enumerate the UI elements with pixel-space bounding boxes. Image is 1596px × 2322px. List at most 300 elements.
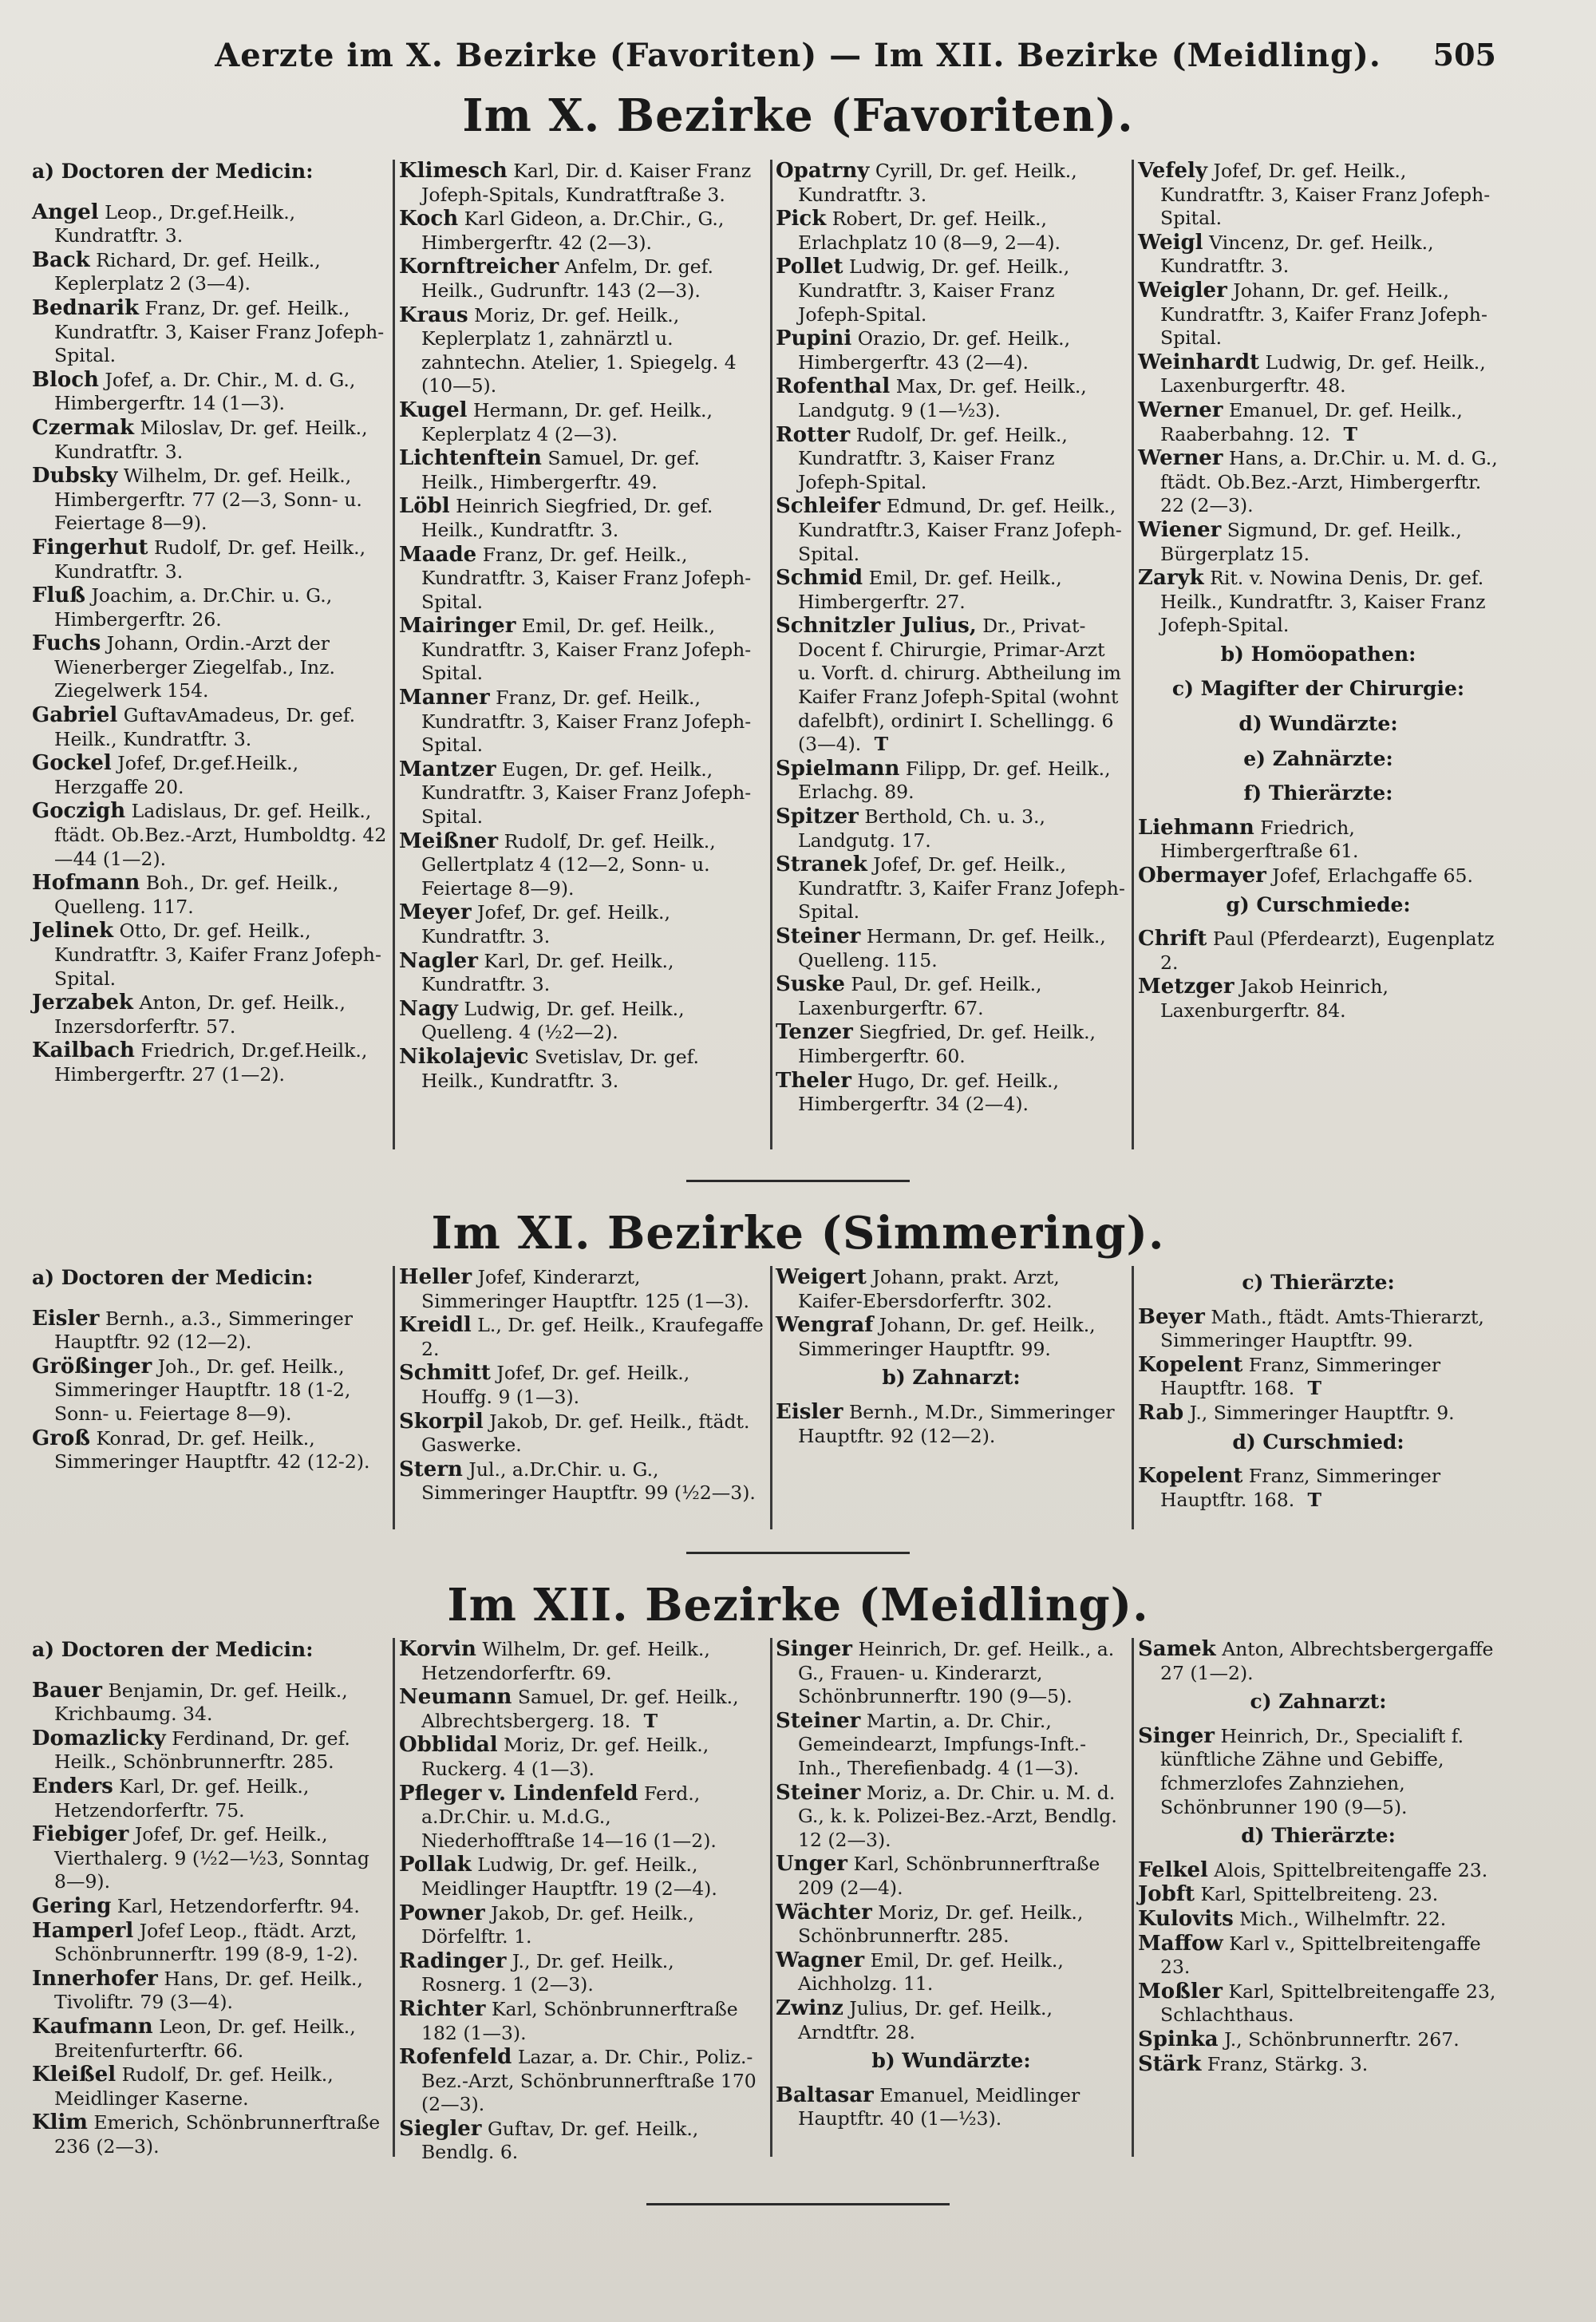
column: [399, 1638, 764, 2166]
entry-name: Bauer: [32, 1678, 102, 1703]
directory-entry: [32, 297, 387, 368]
entry-details: Moriz, a. Dr. Chir. u. M. d. G., k. k. Polizei-Bez.-Arzt, Bendlg. 12 (2—3).: [798, 1781, 1117, 1851]
entry-details: Lazar, a. Dr. Chir., Poliz.-Bez.-Arzt, Schönbrunnerftraße 170 (2—3).: [421, 2046, 757, 2116]
directory-entry: [399, 495, 764, 542]
directory-entry: [776, 1070, 1127, 1117]
directory-entry: [399, 2046, 764, 2117]
directory-entry: [776, 1401, 1127, 1448]
section-divider: [686, 1552, 910, 1554]
column: [1138, 1266, 1499, 1513]
entry-name: Domazlicky: [32, 1726, 166, 1750]
directory-entry: [399, 1902, 764, 1949]
directory-entry: [1138, 447, 1499, 518]
directory-entry: [399, 544, 764, 615]
entry-name: Groß: [32, 1426, 90, 1450]
entry-details: Boh., Dr. gef. Heilk., Quelleng. 117.: [54, 872, 339, 918]
entry-details: Karl, Hetzendorferftr. 94.: [117, 1894, 360, 1917]
directory-entry: [399, 901, 764, 948]
directory-entry: [1138, 1859, 1499, 1883]
directory-entry: [776, 973, 1127, 1020]
directory-entry: [32, 584, 387, 631]
entry-details: Karl, Spittelbreitengaffe 23, Schlachthaus.: [1160, 1980, 1496, 2027]
subsection-heading: d) Curschmied:: [1232, 1430, 1404, 1454]
entry-details: Joachim, a. Dr.Chir. u. G., Himbergerftr. 26.: [54, 584, 333, 631]
directory-entry: [1138, 975, 1499, 1023]
entry-name: Gabriel: [32, 703, 118, 728]
directory-entry: [1138, 817, 1499, 864]
directory-entry: [776, 1266, 1127, 1313]
entry-details: J., Simmeringer Hauptftr. 9.: [1189, 1401, 1455, 1424]
entry-name: Hofmann: [32, 871, 140, 896]
entry-name: Hamperl: [32, 1918, 134, 1943]
directory-entry: [399, 1686, 764, 1733]
entry-name: Obblidal: [399, 1733, 498, 1758]
directory-entry: [32, 872, 387, 919]
entry-name: Goczigh: [32, 799, 126, 824]
entry-name: Kraus: [399, 303, 468, 327]
directory-entry: [399, 1458, 764, 1505]
entry-details: Wilhelm, Dr. gef. Heilk., Himbergerftr. 77 (2—3, Sonn- u. Feiertage 8—9).: [54, 465, 362, 535]
entry-details: Rudolf, Dr. gef. Heilk., Meidlinger Kaserne.: [54, 2063, 334, 2110]
directory-entry: [32, 2015, 387, 2063]
column: [1138, 1638, 1499, 2077]
entry-name: Moßler: [1138, 1979, 1223, 2004]
directory-entry: [32, 2111, 387, 2158]
entry-details: Rudolf, Dr. gef. Heilk., Kundratftr. 3, Kaiser Franz Jofeph-Spital.: [798, 423, 1068, 493]
entry-name: Weigl: [1138, 230, 1203, 255]
entry-name: Fiebiger: [32, 1822, 129, 1847]
column: [32, 160, 387, 1088]
entry-details: Miloslav, Dr. gef. Heilk., Kundratftr. 3.: [54, 416, 368, 463]
directory-entry: [32, 632, 387, 703]
telephone-mark: T: [1294, 1377, 1322, 1400]
entry-details: Jofef Leop., ftädt. Arzt, Schönbrunnerftr. 199 (8-9, 1-2).: [54, 1919, 358, 1966]
entry-name: Wagner: [776, 1948, 865, 1972]
section-title-meidling: Im XII. Bezirke (Meidling).: [447, 1579, 1149, 1632]
entry-details: Johann, Dr. gef. Heilk., Simmeringer Hauptftr. 99.: [798, 1314, 1096, 1360]
entry-name: Werner: [1138, 446, 1223, 471]
directory-entry: [32, 536, 387, 583]
entry-name: Weinhardt: [1138, 350, 1260, 374]
subsection-heading: c) Thierärzte:: [1242, 1271, 1395, 1294]
entry-details: Eugen, Dr. gef. Heilk., Kundratftr. 3, Kaiser Franz Jofeph-Spital.: [421, 758, 752, 829]
directory-entry: [776, 615, 1127, 757]
entry-details: Emil, Dr. gef. Heilk., Kundratftr. 3, Kaiser Franz Jofeph-Spital.: [421, 615, 752, 685]
entry-details: Karl, Schönbrunnerftraße 182 (1—3).: [421, 1997, 738, 2044]
directory-entry: [32, 920, 387, 991]
directory-entry: [32, 1775, 387, 1822]
column: [776, 160, 1127, 1117]
directory-entry: [399, 1362, 764, 1409]
entry-details: Franz, Simmeringer Hauptftr. 168.: [1160, 1465, 1441, 1511]
entry-name: Czermak: [32, 415, 135, 440]
directory-entry: [32, 1920, 387, 1967]
entry-name: Schmid: [776, 566, 863, 591]
directory-entry: [399, 615, 764, 686]
entry-details: Karl Gideon, a. Dr.Chir., G., Himbergerftr. 42 (2—3).: [421, 208, 725, 254]
entry-details: J., Dr. gef. Heilk., Rosnerg. 1 (2—3).: [421, 1949, 674, 1996]
directory-entry: [776, 424, 1127, 495]
entry-name: Opatrny: [776, 159, 870, 183]
entry-details: Anton, Dr. gef. Heilk., Inzersdorferftr. 57.: [54, 991, 346, 1038]
directory-entry: [776, 1638, 1127, 1709]
directory-entry: [32, 1895, 387, 1919]
entry-name: Meyer: [399, 900, 472, 925]
directory-entry: [399, 998, 764, 1045]
directory-entry: [399, 758, 764, 829]
column: [776, 1266, 1127, 1449]
entry-details: Johann, Ordin.-Arzt der Wienerberger Ziegelfab., Inz. Ziegelwerk 154.: [54, 632, 335, 702]
directory-entry: [399, 447, 764, 494]
entry-details: Jofef, Dr. gef. Heilk., Vierthalerg. 9 (½2—½3, Sonntag 8—9).: [54, 1823, 369, 1893]
column-divider: [1132, 1638, 1134, 2157]
entry-name: Heller: [399, 1265, 472, 1289]
directory-entry: [1138, 351, 1499, 398]
entry-name: Kleißel: [32, 2063, 117, 2087]
entry-details: Ludwig, Dr. gef. Heilk., Meidlinger Hauptftr. 19 (2—4).: [421, 1853, 717, 1900]
entry-details: Friedrich, Himbergerftraße 61.: [1160, 816, 1359, 863]
entry-name: Bloch: [32, 367, 99, 392]
entry-name: Weigler: [1138, 278, 1227, 303]
entry-details: Samuel, Dr. gef. Heilk., Himbergerftr. 49.: [421, 447, 700, 493]
directory-entry: [1138, 1980, 1499, 2027]
subsection-heading: b) Homöopathen:: [1220, 642, 1416, 666]
entry-name: Wengraf: [776, 1313, 874, 1338]
directory-entry: [399, 1998, 764, 2045]
entry-name: Dubsky: [32, 464, 118, 489]
entry-details: Jul., a.Dr.Chir. u. G., Simmeringer Hauptftr. 99 (½2—3).: [421, 1458, 756, 1505]
directory-entry: [776, 495, 1127, 566]
entry-name: Mantzer: [399, 757, 496, 781]
page-number: 505: [1432, 37, 1496, 73]
directory-entry: [399, 1314, 764, 1361]
entry-details: Richard, Dr. gef. Heilk., Keplerplatz 2 (3—4).: [54, 248, 321, 295]
directory-entry: [776, 925, 1127, 972]
subsection-heading: c) Magifter der Chirurgie:: [1171, 677, 1465, 701]
telephone-mark: T: [1330, 422, 1357, 445]
entry-name: Gering: [32, 1893, 112, 1918]
entry-details: Karl, Dr. gef. Heilk., Kundratftr. 3.: [421, 949, 674, 996]
entry-name: Nagy: [399, 996, 458, 1021]
entry-name: Radinger: [399, 1948, 507, 1973]
telephone-mark: T: [861, 733, 889, 756]
directory-entry: [32, 1679, 387, 1727]
entry-details: GuftavAmadeus, Dr. gef. Heilk., Kundratftr. 3.: [54, 704, 356, 750]
entry-details: Franz, Simmeringer Hauptftr. 168.: [1160, 1353, 1441, 1400]
entry-name: Löbl: [399, 494, 450, 519]
entry-details: Moriz, Dr. gef. Heilk., Schönbrunnerftr. 285.: [798, 1901, 1084, 1948]
entry-name: Wiener: [1138, 517, 1222, 542]
entry-details: Friedrich, Dr.gef.Heilk., Himbergerftr. 27 (1—2).: [54, 1039, 368, 1086]
entry-details: Heinrich Siegfried, Dr. gef. Heilk., Kundratftr. 3.: [421, 495, 713, 541]
entry-details: Mich., Wilhelmftr. 22.: [1239, 1907, 1447, 1930]
directory-entry: [1138, 399, 1499, 446]
subsection-heading: a) Doctoren der Medicin:: [32, 160, 314, 183]
column-divider: [770, 1638, 772, 2157]
entry-name: Zaryk: [1138, 566, 1204, 591]
directory-entry: [32, 800, 387, 871]
directory-entry: [399, 1638, 764, 1685]
entry-details: Leon, Dr. gef. Heilk., Breitenfurterftr. 66.: [54, 2015, 356, 2062]
entry-name: Fingerhut: [32, 535, 148, 560]
directory-entry: [776, 1949, 1127, 1996]
entry-name: Maffow: [1138, 1931, 1223, 1956]
entry-details: Ferdinand, Dr. gef. Heilk., Schönbrunnerftr. 285.: [54, 1727, 350, 1774]
directory-entry: [776, 805, 1127, 852]
subsection-heading: b) Wundärzte:: [871, 2049, 1031, 2073]
entry-details: Ladislaus, Dr. gef. Heilk., ftädt. Ob.Bez.-Arzt, Humboldtg. 42—44 (1—2).: [54, 800, 387, 870]
directory-entry: [399, 830, 764, 901]
entry-name: Mairinger: [399, 614, 516, 639]
entry-details: Alois, Spittelbreitengaffe 23.: [1214, 1858, 1488, 1881]
entry-details: Paul, Dr. gef. Heilk., Laxenburgerftr. 67.: [798, 973, 1042, 1019]
entry-name: Zwinz: [776, 1996, 843, 2020]
entry-details: Emerich, Schönbrunnerftraße 236 (2—3).: [54, 2111, 381, 2158]
directory-entry: [1138, 1638, 1499, 1685]
column-divider: [1132, 160, 1134, 1149]
directory-entry: [1138, 1725, 1499, 1819]
directory-entry: [776, 567, 1127, 614]
entry-name: Steiner: [776, 924, 861, 948]
entry-name: Suske: [776, 972, 845, 997]
entry-name: Rotter: [776, 422, 851, 447]
entry-details: Karl, Dir. d. Kaiser Franz Jofeph-Spitals, Kundratftraße 3.: [421, 160, 752, 206]
entry-details: Otto, Dr. gef. Heilk., Kundratftr. 3, Kaifer Franz Jofeph-Spital.: [54, 920, 381, 990]
column: [32, 1266, 387, 1475]
directory-entry: [1138, 160, 1499, 231]
directory-entry: [399, 686, 764, 758]
directory-entry: [1138, 2053, 1499, 2077]
section-divider: [686, 1180, 910, 1182]
entry-name: Chrift: [1138, 927, 1207, 951]
entry-name: Angel: [32, 200, 99, 224]
entry-name: Innerhofer: [32, 1966, 158, 1991]
directory-entry: [1138, 279, 1499, 350]
column-divider: [393, 1266, 395, 1529]
entry-name: Kornftreicher: [399, 255, 559, 279]
entry-name: Beyer: [1138, 1304, 1205, 1329]
entry-name: Kaufmann: [32, 2014, 153, 2039]
entry-name: Stärk: [1138, 2051, 1202, 2076]
entry-name: Kulovits: [1138, 1906, 1234, 1931]
entry-details: Franz, Stärkg. 3.: [1207, 2052, 1369, 2075]
entry-details: Jakob Heinrich, Laxenburgerftr. 84.: [1160, 975, 1389, 1022]
entry-details: Jakob, Dr. gef. Heilk., ftädt. Gaswerke.: [421, 1410, 750, 1457]
section-title-simmering: Im XI. Bezirke (Simmering).: [431, 1207, 1165, 1260]
entry-name: Stern: [399, 1457, 463, 1481]
entry-name: Samek: [1138, 1637, 1216, 1661]
entry-name: Koch: [399, 207, 459, 231]
directory-entry: [776, 375, 1127, 422]
entry-details: Emanuel, Meidlinger Hauptftr. 40 (1—½3).: [798, 2083, 1080, 2130]
entry-name: Kopelent: [1138, 1464, 1243, 1489]
entry-name: Kugel: [399, 398, 468, 422]
directory-entry: [1138, 864, 1499, 888]
entry-name: Metzger: [1138, 975, 1235, 999]
entry-details: L., Dr. gef. Heilk., Kraufegaffe 2.: [421, 1314, 764, 1360]
entry-details: Franz, Dr. gef. Heilk., Kundratftr. 3, Kaiser Franz Jofeph-Spital.: [421, 543, 752, 613]
entry-details: Anfelm, Dr. gef. Heilk., Gudrunftr. 143 (2—3).: [421, 255, 713, 302]
column-divider: [1132, 1266, 1134, 1529]
entry-name: Eisler: [32, 1306, 100, 1331]
entry-details: Math., ftädt. Amts-Thierarzt, Simmeringer Hauptftr. 99.: [1160, 1305, 1484, 1352]
directory-entry: [399, 208, 764, 255]
entry-name: Vefely: [1138, 159, 1208, 183]
directory-entry: [1138, 1306, 1499, 1353]
entry-details: Franz, Dr. gef. Heilk., Kundratftr. 3, Kaiser Franz Jofeph-Spital.: [54, 296, 385, 367]
entry-name: Singer: [776, 1637, 852, 1661]
entry-details: Heinrich, Dr. gef. Heilk., a. G., Frauen- u. Kinderarzt, Schönbrunnerftr. 190 (9—5).: [798, 1638, 1115, 1708]
subsection-heading: g) Curschmiede:: [1226, 892, 1411, 916]
entry-name: Kreidl: [399, 1313, 472, 1338]
directory-entry: [32, 2063, 387, 2110]
column-divider: [770, 1266, 772, 1529]
entry-details: Sigmund, Dr. gef. Heilk., Bürgerplatz 15.: [1160, 518, 1462, 565]
directory-entry: [399, 1266, 764, 1313]
entry-name: Pick: [776, 207, 827, 231]
entry-name: Unger: [776, 1852, 847, 1877]
subsection-heading: a) Doctoren der Medicin:: [32, 1638, 314, 1661]
directory-entry: [1138, 1908, 1499, 1932]
entry-name: Gockel: [32, 751, 112, 776]
directory-entry: [32, 1968, 387, 2015]
directory-entry: [776, 853, 1127, 924]
entry-details: Hans, a. Dr.Chir. u. M. d. G., ftädt. Ob.Bez.-Arzt, Himbergerftr. 22 (2—3).: [1160, 447, 1498, 517]
entry-name: Wächter: [776, 1900, 872, 1924]
directory-entry: [1138, 928, 1499, 975]
entry-name: Schnitzler Julius,: [776, 614, 977, 639]
directory-entry: [32, 1039, 387, 1086]
directory-entry: [32, 991, 387, 1038]
entry-details: Wilhelm, Dr. gef. Heilk., Hetzendorferftr. 69.: [421, 1638, 710, 1684]
column: [399, 1266, 764, 1506]
entry-details: Paul (Pferdearzt), Eugenplatz 2.: [1160, 928, 1495, 974]
entry-details: Anton, Albrechtsbergergaffe 27 (1—2).: [1160, 1638, 1494, 1684]
entry-details: Moriz, Dr. gef. Heilk., Ruckerg. 4 (1—3).: [421, 1734, 709, 1780]
entry-details: Robert, Dr. gef. Heilk., Erlachplatz 10 (8—9, 2—4).: [798, 208, 1061, 254]
entry-details: Karl, Dr. gef. Heilk., Hetzendorferftr. 75.: [54, 1774, 310, 1822]
column-divider: [770, 160, 772, 1149]
column: [399, 160, 764, 1094]
subsection-heading: a) Doctoren der Medicin:: [32, 1266, 314, 1289]
entry-details: Johann, prakt. Arzt, Kaifer-Ebersdorferftr. 302.: [798, 1266, 1060, 1312]
entry-details: Moriz, Dr. gef. Heilk., Keplerplatz 1, zahnärztl u. zahntechn. Atelier, 1. Spiegelg. 4 (10—5).: [421, 303, 737, 398]
directory-entry: [1138, 1883, 1499, 1907]
directory-entry: [399, 950, 764, 997]
entry-details: Konrad, Dr. gef. Heilk., Simmeringer Hauptftr. 42 (12-2).: [54, 1426, 370, 1474]
entry-name: Maade: [399, 542, 477, 567]
entry-details: Martin, a. Dr. Chir., Gemeindearzt, Impfungs-Inft.-Inh., Therefienbadg. 4 (1—3).: [798, 1709, 1087, 1779]
entry-details: Jakob, Dr. gef. Heilk., Dörfelftr. 1.: [421, 1901, 694, 1948]
entry-details: Guftav, Dr. gef. Heilk., Bendlg. 6.: [421, 2117, 699, 2164]
entry-details: Vincenz, Dr. gef. Heilk., Kundratftr. 3.: [1160, 231, 1434, 278]
entry-name: Manner: [399, 686, 490, 710]
entry-details: Filipp, Dr. gef. Heilk., Erlachg. 89.: [798, 757, 1111, 804]
column: [776, 1638, 1127, 2132]
entry-details: Siegfried, Dr. gef. Heilk., Himbergerftr. 60.: [798, 1021, 1096, 1067]
running-head: [0, 34, 1596, 81]
entry-name: Steiner: [776, 1780, 861, 1805]
directory-entry: [32, 752, 387, 799]
entry-name: Spitzer: [776, 805, 859, 829]
entry-name: Pupini: [776, 326, 852, 351]
entry-details: Ferd., a.Dr.Chir. u. M.d.G., Niederhofftraße 14—16 (1—2).: [421, 1782, 717, 1852]
subsection-heading: d) Thierärzte:: [1241, 1824, 1396, 1848]
entry-details: Jofef, Dr. gef. Heilk., Kundratftr. 3, Kaifer Franz Jofeph-Spital.: [798, 853, 1125, 924]
entry-details: Bernh., a.3., Simmeringer Hauptftr. 92 (12—2).: [54, 1307, 354, 1354]
entry-name: Kopelent: [1138, 1352, 1243, 1377]
directory-entry: [399, 399, 764, 446]
directory-entry: [399, 1782, 764, 1853]
subsection-heading: d) Wundärzte:: [1238, 712, 1398, 736]
entry-name: Rofenthal: [776, 374, 891, 399]
entry-name: Theler: [776, 1068, 851, 1093]
entry-details: Dr., Privat-Docent f. Chirurgie, Primar-Arzt u. Vorft. d. chirurg. Abtheilung im Kaifer Franz Jofeph-Spital (wohnt dafelbft), ordinirt I. Schellingg. 6 (3—4).: [798, 615, 1121, 756]
entry-name: Jobft: [1138, 1882, 1195, 1907]
directory-entry: [776, 758, 1127, 805]
entry-details: Edmund, Dr. gef. Heilk., Kundratftr.3, Kaiser Franz Jofeph-Spital.: [798, 495, 1122, 565]
entry-name: Nagler: [399, 948, 478, 973]
entry-name: Rab: [1138, 1400, 1184, 1425]
directory-entry: [1138, 231, 1499, 279]
entry-details: Svetislav, Dr. gef. Heilk., Kundratftr. 3.: [421, 1045, 699, 1092]
entry-details: Emil, Dr. gef. Heilk., Himbergerftr. 27.: [798, 567, 1062, 613]
directory-entry: [32, 1823, 387, 1894]
directory-entry: [32, 1427, 387, 1474]
entry-name: Klimesch: [399, 159, 508, 183]
entry-name: Neumann: [399, 1685, 512, 1710]
subsection-heading: e) Zahnärzte:: [1243, 746, 1393, 770]
directory-entry: [32, 201, 387, 248]
entry-name: Jelinek: [32, 919, 114, 943]
directory-entry: [32, 249, 387, 296]
entry-details: Emil, Dr. gef. Heilk., Aichholzg. 11.: [798, 1948, 1064, 1996]
directory-entry: [776, 160, 1127, 207]
entry-details: Jofef, Kinderarzt, Simmeringer Hauptftr. 125 (1—3).: [421, 1266, 750, 1312]
entry-details: Rudolf, Dr. gef. Heilk., Kundratftr. 3.: [54, 536, 366, 583]
directory-entry: [32, 417, 387, 464]
entry-details: Karl, Spittelbreiteng. 23.: [1200, 1883, 1439, 1906]
entry-details: Ludwig, Dr. gef. Heilk., Kundratftr. 3, Kaiser Franz Jofeph-Spital.: [798, 255, 1070, 326]
entry-name: Fluß: [32, 583, 85, 608]
entry-details: Berthold, Ch. u. 3., Landgutg. 17.: [798, 805, 1046, 852]
directory-entry: [399, 304, 764, 398]
entry-details: Ludwig, Dr. gef. Heilk., Quelleng. 4 (½2—2).: [421, 997, 685, 1044]
subsection-heading: b) Zahnarzt:: [882, 1366, 1021, 1390]
entry-details: Joh., Dr. gef. Heilk., Simmeringer Hauptftr. 18 (1-2, Sonn- u. Feiertage 8—9).: [54, 1355, 351, 1425]
directory-entry: [399, 1853, 764, 1901]
entry-name: Pfleger v. Lindenfeld: [399, 1781, 638, 1806]
entry-details: Jofef, Erlachgaffe 65.: [1272, 864, 1473, 888]
entry-name: Liehmann: [1138, 815, 1254, 840]
entry-name: Richter: [399, 1996, 486, 2021]
entry-details: Julius, Dr. gef. Heilk., Arndtftr. 28.: [798, 1996, 1053, 2043]
entry-details: J., Schönbrunnerftr. 267.: [1224, 2027, 1460, 2051]
entry-name: Tenzer: [776, 1020, 853, 1045]
directory-entry: [776, 1710, 1127, 1781]
entry-name: Schmitt: [399, 1361, 491, 1386]
entry-details: Leop., Dr.gef.Heilk., Kundratftr. 3.: [54, 200, 296, 247]
entry-name: Obermayer: [1138, 864, 1266, 888]
entry-name: Meißner: [399, 829, 499, 853]
entry-name: Powner: [399, 1901, 485, 1925]
directory-entry: [776, 1314, 1127, 1361]
entry-name: Enders: [32, 1774, 113, 1798]
entry-name: Fuchs: [32, 631, 101, 656]
directory-entry: [776, 1901, 1127, 1948]
entry-name: Singer: [1138, 1723, 1215, 1748]
entry-name: Lichtenftein: [399, 446, 542, 471]
